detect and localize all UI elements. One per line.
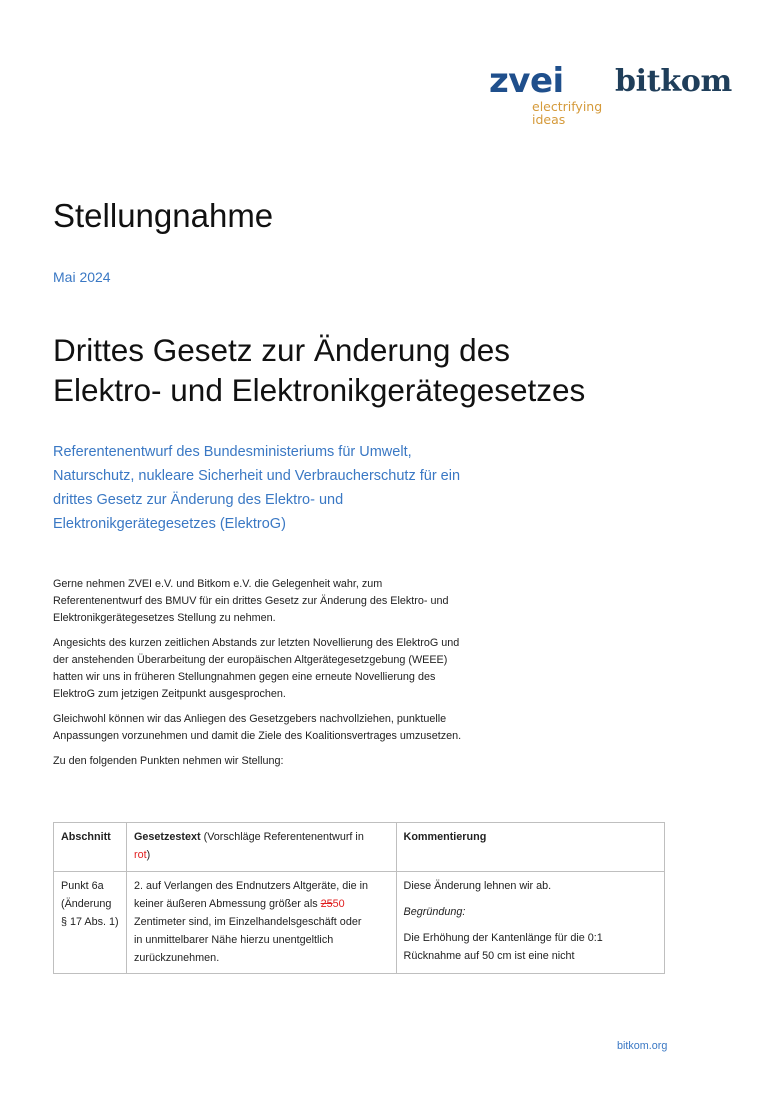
comment-line: Rücknahme auf 50 cm ist eine nicht (403, 950, 575, 962)
section-line: (Änderung (61, 898, 112, 910)
section-line: § 17 Abs. 1) (61, 916, 119, 928)
paragraph-line: der anstehenden Überarbeitung der europäischen Altgerätegesetzgebung (WEEE) (53, 654, 448, 666)
deleted-value: 25 (320, 898, 333, 910)
document-type: Stellungnahme (53, 197, 274, 234)
comment-line: Die Erhöhung der Kantenlänge für die 0:1 (403, 932, 603, 944)
header-section: Abschnitt (54, 823, 127, 872)
zvei-tagline-line2: ideas (532, 112, 566, 127)
bitkom-logo: bitkom (615, 64, 732, 99)
paragraph-line: Referentenentwurf des BMUV für ein drittes Gesetz zur Änderung des Elektro- und (53, 595, 449, 607)
paragraph-intro (53, 576, 503, 627)
proposed-value: 50 (332, 898, 345, 910)
paragraph-line: Angesichts des kurzen zeitlichen Abstands zur letzten Novellierung des ElektroG und (53, 637, 460, 649)
header-red-word: rot (133, 849, 147, 861)
comment-decision: Diese Änderung lehnen wir ab. (403, 880, 552, 892)
paragraph-line: Anpassungen vorzunehmen und damit die Ziele des Koalitionsvertrages umzusetzen. (53, 730, 462, 742)
paragraph-line: Gleichwohl können wir das Anliegen des Gesetzgebers nachvollziehen, punktuelle (53, 713, 447, 725)
paragraph-line: ElektroG zum jetzigen Zeitpunkt ausgesprochen. (53, 688, 286, 700)
main-title (53, 330, 713, 410)
law-line: 2. auf Verlangen des Endnutzers Altgeräte, die in (133, 880, 369, 892)
header-note-close: ) (146, 849, 151, 861)
section-line: Punkt 6a (61, 880, 104, 892)
law-line: keiner äußeren Abmessung größer als (133, 898, 321, 910)
law-line: Zentimeter sind, im Einzelhandelsgeschäft oder (133, 916, 362, 928)
publication-date: Mai 2024 (53, 269, 111, 285)
zvei-logo: zvei (489, 61, 564, 101)
logos (489, 61, 732, 134)
paragraph-line: Zu den folgenden Punkten nehmen wir Stellung: (53, 755, 284, 767)
comment-table (53, 822, 665, 974)
paragraph-line: Gerne nehmen ZVEI e.V. und Bitkom e.V. die Gelegenheit wahr, zum (53, 578, 383, 590)
header-law-text (126, 823, 396, 872)
paragraph-understanding (53, 711, 503, 745)
law-line: zurückzunehmen. (133, 952, 220, 964)
cell-comment (396, 872, 664, 974)
law-line: in unmittelbarer Nähe hierzu unentgeltlich (133, 934, 334, 946)
paragraph-context (53, 635, 503, 703)
body-text (53, 576, 503, 778)
zvei-tagline (532, 100, 602, 126)
subtitle-line: Naturschutz, nukleare Sicherheit und Verbraucherschutz für ein (53, 468, 461, 484)
paragraph-lead-in (53, 753, 503, 770)
zvei-tagline-line1: electrifying (532, 99, 603, 114)
subtitle-line: Elektronikgerätegesetzes (ElektroG) (53, 516, 286, 532)
cell-law-text (126, 872, 396, 974)
title-line-2: Elektro- und Elektronikgerätegesetzes (53, 372, 586, 408)
paragraph-line: hatten wir uns in früheren Stellungnahmen gegen eine erneute Novellierung des (53, 671, 436, 683)
subtitle (53, 440, 513, 536)
paragraph-line: Elektronikgerätegesetzes Stellung zu nehmen. (53, 612, 276, 624)
table-header-row (54, 823, 665, 872)
title-line-1: Drittes Gesetz zur Änderung des (53, 332, 510, 368)
cell-section (54, 872, 127, 974)
header-law-text-label: Gesetzestext (133, 831, 201, 843)
header-law-text-note: (Vorschläge Referentenentwurf in (200, 831, 364, 843)
subtitle-line: Referentenentwurf des Bundesministeriums für Umwelt, (53, 444, 412, 460)
subtitle-line: drittes Gesetz zur Änderung des Elektro- und (53, 492, 344, 508)
comment-reason-label: Begründung: (403, 906, 466, 918)
table-row (54, 872, 665, 974)
footer-url: bitkom.org (617, 1040, 668, 1052)
header-comment: Kommentierung (396, 823, 664, 872)
